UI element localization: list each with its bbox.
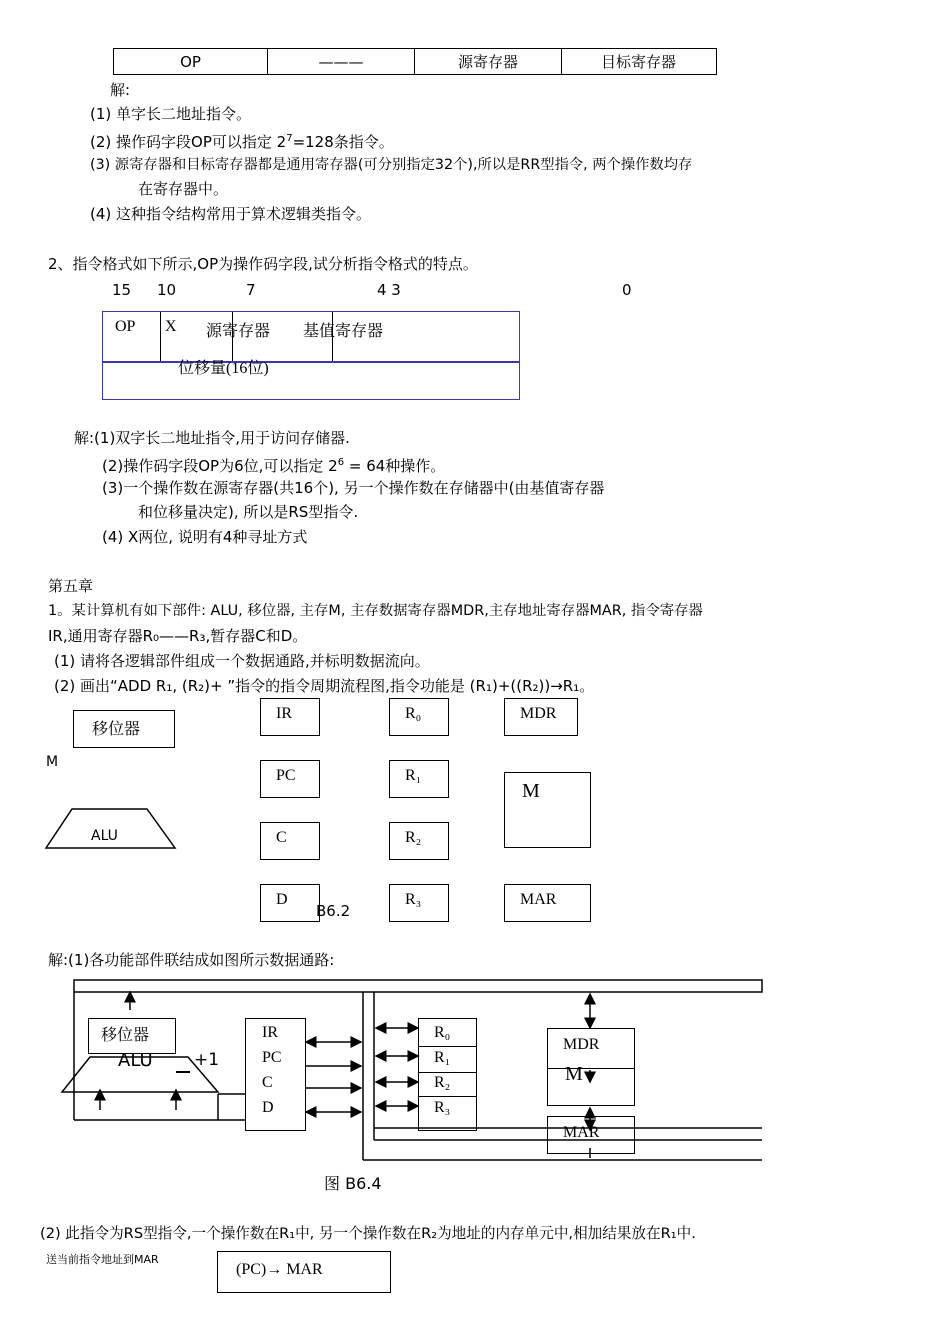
answer1-line4: (4) 这种指令结构常用于算术逻辑类指令。 xyxy=(90,205,372,223)
format2-field-base: 基值寄存器 xyxy=(303,323,384,340)
dp-alu-label: ALU xyxy=(118,1050,153,1071)
pc-label: PC xyxy=(276,767,296,784)
mdr-label: MDR xyxy=(520,705,557,722)
alu-label: ALU xyxy=(91,828,118,844)
answer3-line1: 解:(1)各功能部件联结成如图所示数据通路: xyxy=(48,951,335,969)
answer1-line3b: 在寄存器中。 xyxy=(138,180,229,198)
answer1-line2-b: =128条指令。 xyxy=(292,133,394,151)
c-label: C xyxy=(276,829,287,846)
answer2-line3: (3)一个操作数在源寄存器(共16个), 另一个操作数在存储器中(由基值寄存器 xyxy=(102,479,605,497)
dp-r0-label: R₀ xyxy=(434,1024,451,1041)
format2-vline-1 xyxy=(160,312,161,361)
dp-c-label: C xyxy=(262,1074,273,1091)
instruction-format-table-1 xyxy=(113,48,717,75)
r2-label: R₂ xyxy=(405,829,422,846)
r3-label: R₃ xyxy=(405,891,422,908)
answer1-line1: (1) 单字长二地址指令。 xyxy=(90,105,252,123)
dp-r3-label: R₃ xyxy=(434,1099,451,1116)
m-side-label: M xyxy=(46,754,59,770)
dp-r1-label: R₁ xyxy=(434,1049,451,1066)
ir-label: IR xyxy=(276,705,292,722)
answer2-line2 xyxy=(102,453,445,476)
mar-label: MAR xyxy=(520,891,557,908)
answer2-line2-b: = 64种操作。 xyxy=(344,457,446,475)
chapter5-part2: (2) 画出“ADD R₁, (R₂)+ ”指令的指令周期流程图,指令功能是 (R₁)+((R₂))→R₁。 xyxy=(54,677,595,695)
table1-cell-blank: ——— xyxy=(268,49,415,74)
answer1-line3: (3) 源寄存器和目标寄存器都是通用寄存器(可分别指定32个),所以是RR型指令, 两个操作数均存 xyxy=(90,157,693,173)
answer1-line2 xyxy=(90,129,394,152)
chapter5-q1-line2: IR,通用寄存器R₀——R₃,暂存器C和D。 xyxy=(48,627,308,645)
dp-plus1-underline xyxy=(176,1071,190,1073)
bit-10: 10 xyxy=(157,281,177,299)
answer2-line2-sup: 6 xyxy=(337,457,345,468)
format2-field-x: X xyxy=(165,318,177,335)
flow-step-pc-to-mar-label: (PC)→ MAR xyxy=(236,1261,323,1278)
bit-7: 7 xyxy=(246,281,256,299)
shifter-label: 移位器 xyxy=(92,721,141,738)
bit-0: 0 xyxy=(622,281,632,299)
table1-cell-op: OP xyxy=(114,49,268,74)
dp-m-label: M xyxy=(565,1063,583,1085)
bit-4-3: 4 3 xyxy=(377,281,401,299)
bit-15: 15 xyxy=(112,281,132,299)
dp-mdr-label: MDR xyxy=(563,1036,600,1053)
memory-box xyxy=(504,772,591,848)
dp-plus1-label: +1 xyxy=(194,1050,220,1070)
d-label: D xyxy=(276,891,288,908)
dp-shifter-label: 移位器 xyxy=(101,1027,150,1044)
format2-field-src: 源寄存器 xyxy=(206,323,271,340)
format2-row-divider xyxy=(102,361,520,363)
d-box xyxy=(260,884,320,922)
answer1-head: 解: xyxy=(110,81,131,99)
answer2-line2-a: (2)操作码字段OP为6位,可以指定 2 xyxy=(102,457,338,475)
figure-b6-4-label: 图 B6.4 xyxy=(324,1174,382,1193)
r1-label: R₁ xyxy=(405,767,422,784)
dp-reg-div-1 xyxy=(418,1046,477,1047)
figure-b6-2-label: B6.2 xyxy=(316,902,351,920)
format2-field-op: OP xyxy=(115,318,136,335)
answer1-line2-sup: 7 xyxy=(286,133,293,144)
c-box xyxy=(260,822,320,860)
dp-reg-div-3 xyxy=(418,1096,477,1097)
dp-ir-label: IR xyxy=(262,1024,278,1041)
answer2-line4: (4) X两位, 说明有4种寻址方式 xyxy=(102,528,308,546)
dp-mdr-m-divider xyxy=(547,1068,635,1069)
flow-side-note: 送当前指令地址到MAR xyxy=(46,1253,159,1266)
chapter5-q1-line1: 1。某计算机有如下部件: ALU, 移位器, 主存M, 主存数据寄存器MDR,主存地址寄存器MAR, 指令寄存器 xyxy=(48,603,703,619)
answer4-line1: (2) 此指令为RS型指令,一个操作数在R₁中, 另一个操作数在R₂为地址的内存单元中,相加结果放在R₁中. xyxy=(40,1225,696,1242)
table1-cell-dst: 目标寄存器 xyxy=(600,53,676,71)
question2-title: 2、指令格式如下所示,OP为操作码字段,试分析指令格式的特点。 xyxy=(48,255,478,273)
memory-label: M xyxy=(522,780,540,802)
answer1-line2-a: (2) 操作码字段OP可以指定 2 xyxy=(90,133,287,151)
table1-cell-src: 源寄存器 xyxy=(415,49,562,74)
r0-label: R₀ xyxy=(405,705,422,722)
format2-displacement: 位移量(16位) xyxy=(178,360,269,377)
dp-pc-label: PC xyxy=(262,1049,282,1066)
dp-mar-label: MAR xyxy=(563,1124,600,1141)
dp-d-label: D xyxy=(262,1099,274,1116)
answer2-line1: 解:(1)双字长二地址指令,用于访问存储器. xyxy=(74,429,350,447)
answer2-line3b: 和位移量决定), 所以是RS型指令. xyxy=(138,503,359,521)
dp-reg-div-2 xyxy=(418,1072,477,1073)
dp-r2-label: R₂ xyxy=(434,1074,451,1091)
chapter5-part1: (1) 请将各逻辑部件组成一个数据通路,并标明数据流向。 xyxy=(54,652,430,670)
chapter5-title: 第五章 xyxy=(48,577,94,595)
